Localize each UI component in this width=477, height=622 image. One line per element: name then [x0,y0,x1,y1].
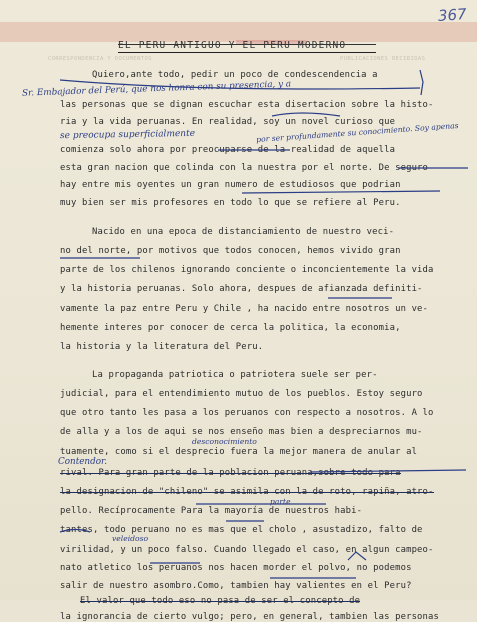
insert-contendor: Contendor. [58,457,108,467]
text-line: nato atletico los peruanos nos hacen morder el polvo, no podemos [60,563,412,573]
margin-tick-mark [420,70,423,95]
text-line: hay entre mis oyentes un gran numero de estudiosos que podrian [60,180,401,190]
strike-mark [60,530,90,533]
insert-line-3: se preocupa superficialmente [59,128,196,142]
bleed-through-left: CORRESPONDENCIA Y DOCUMENTOS [48,56,152,62]
text-line: la ignorancia de cierto vulgo; pero, en general, tambien las personas [60,612,440,622]
strike-mark [310,470,466,472]
page-title: EL PERU ANTIGUO Y EL PERU MODERNO [118,40,347,51]
struck-text-line: rival. Para gran parte de la poblacion peruana,sobre todo para [60,468,401,478]
text-line: no del norte, por motivos que todos conocen, hemos vivido gran [60,246,401,256]
text-line: virilidad, y un poco falso. Cuando llegado el caso, en algun campeo- [60,545,434,555]
text-line: esta gran nacion que colinda con la nuestra por el norte. De seguro [60,163,429,173]
text-line: la historia y la literatura del Peru. [60,342,264,352]
insert-parte: parte [270,497,291,506]
text-line: salir de nuestro asombro.Como, tambien hay valientes en el Peru? [60,581,412,591]
text-line: tantes, todo peruano no es mas que el cholo , asustadizo, falto de [60,525,423,535]
struck-text-line: El valor que todo eso no pasa de ser el concepto de [80,596,361,606]
insert-line-2: por ser profundamente su conocimiento. Soy apenas [255,120,459,145]
text-line: Nacido en una epoca de distanciamiento de nuestro veci- [92,227,395,237]
text-line: Quiero,ante todo, pedir un poco de condescendencia a [92,70,378,80]
text-line: ria y la vida peruanas. En realidad, soy un novel curioso que [60,117,396,127]
text-line: de alla y a los de aqui se nos enseño mas bien a despreciarnos mu- [60,427,423,437]
text-line: las personas que se dignan escuchar esta disertacion sobre la histo- [60,100,434,110]
text-line: vamente la paz entre Peru y Chile , ha nacido entre nosotros un ve- [60,304,429,314]
bleed-through-right: PUBLICACIONES RECIBIDAS [340,56,426,62]
text-line: parte de los chilenos ignorando conciente o inconcientemente la vida [60,265,434,275]
margin-insert: Sr. Embajador del Perú, que nos honra con su presencia, y a [21,79,292,99]
insert-desconocimiento: desconocimiento [192,437,257,446]
text-line: La propaganda patriotica o patriotera suele ser per- [92,370,378,380]
text-line: muy bien ser mis profesores en todo lo que se refiere al Peru. [60,198,401,208]
text-line: y la historia peruanas. Solo ahora, despues de afianzada definiti- [60,284,423,294]
insert-caret-line [60,80,420,89]
text-line: pello. Recíprocamente Para la mayoría de nuestros habi- [60,506,363,516]
struck-text-line: la designacion de "chileno" se asimila con la de roto, rapiña, atro- [60,487,434,497]
text-line: judicial, para el entendimiento mutuo de los pueblos. Estoy seguro [60,389,423,399]
text-line: tuamente, como si el desprecio fuera la mejor manera de anular al [60,447,418,457]
folio-number: 367 [437,5,468,25]
text-line: hemente interes por conocer de cerca la politica, la economia, [60,323,401,333]
text-line: que otro tanto les pasa a los peruanos con respecto a nosotros. A lo [60,408,434,418]
insert-veleidoso: veleidoso [112,534,149,543]
caret-mark [348,552,366,560]
insert-loop-mark [272,113,340,116]
text-line: comienza solo ahora por preocuparse de la realidad de aquella [60,145,396,155]
strike-mark [242,191,440,193]
